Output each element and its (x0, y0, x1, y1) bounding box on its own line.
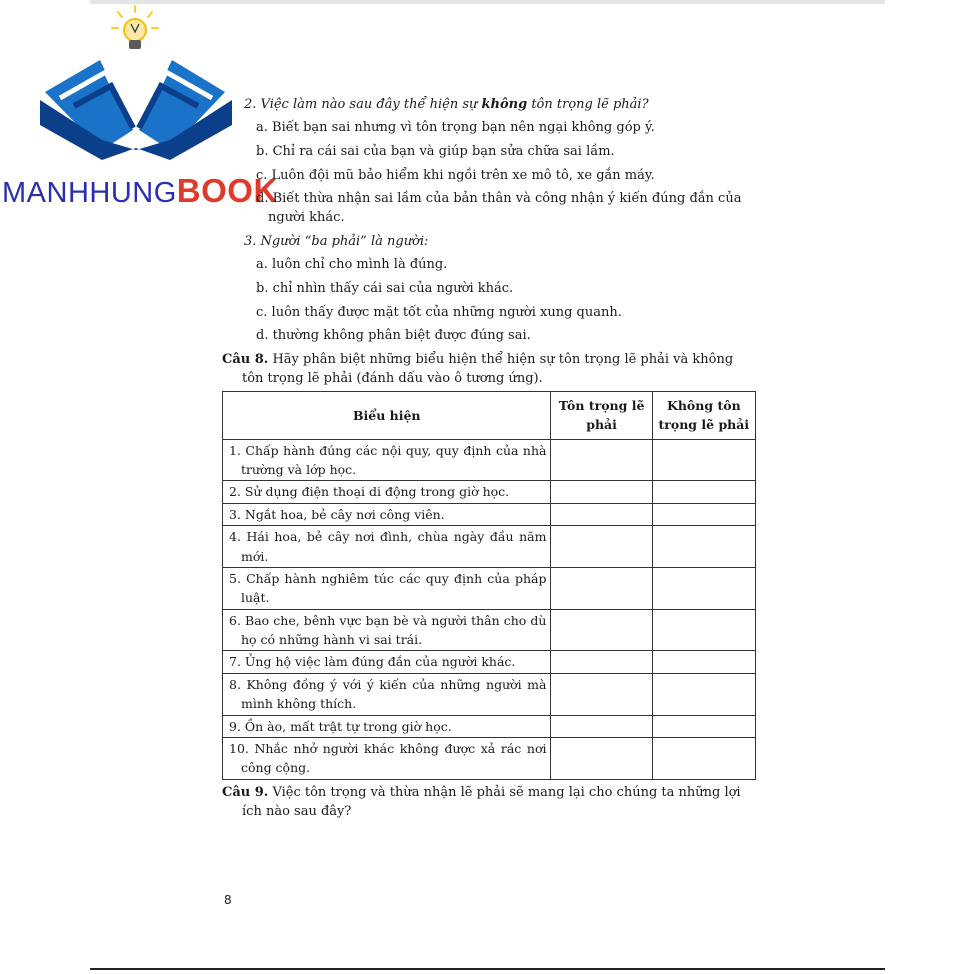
question-3-option-b: b. chỉ nhìn thấy cái sai của người khác. (256, 280, 514, 296)
check-cell-khong-ton-trong[interactable] (652, 567, 755, 609)
check-cell-khong-ton-trong[interactable] (652, 651, 755, 673)
header-khong-ton-trong: Không tôn trọng lẽ phải (652, 391, 755, 439)
table-row (223, 439, 756, 481)
row-text: 5. Chấp hành nghiêm túc các quy định của pháp luật. (229, 570, 547, 606)
check-cell-khong-ton-trong[interactable] (652, 673, 755, 715)
table-row (223, 526, 756, 568)
check-cell-khong-ton-trong[interactable] (652, 439, 755, 481)
row-text: 9. Ồn ào, mất trật tự trong giờ học. (229, 718, 452, 734)
watermark-text: MANHHUNGBOOK (2, 172, 278, 209)
check-cell-ton-trong[interactable] (551, 526, 652, 568)
table-row (223, 673, 756, 715)
page-number: 8 (224, 893, 232, 907)
question-2-option-c: c. Luôn đội mũ bảo hiểm khi ngồi trên xe mô tô, xe gắn máy. (256, 167, 655, 183)
question-3-option-a: a. luôn chỉ cho mình là đúng. (256, 256, 448, 272)
header-bieu-hien: Biểu hiện (223, 391, 551, 439)
row-text: 10. Nhắc nhở người khác không được xả rác nơi công cộng. (229, 740, 547, 776)
cau-9-prompt: Câu 9. Việc tôn trọng và thừa nhận lẽ phải sẽ mang lại cho chúng ta những lợi ích nào sau đây? (222, 784, 741, 819)
question-3-option-d: d. thường không phân biệt được đúng sai. (256, 328, 531, 344)
table-row (223, 737, 756, 779)
question-2-option-a: a. Biết bạn sai nhưng vì tôn trọng bạn nên ngại không góp ý. (256, 119, 655, 135)
check-cell-khong-ton-trong[interactable] (652, 715, 755, 737)
check-cell-khong-ton-trong[interactable] (652, 737, 755, 779)
check-cell-khong-ton-trong[interactable] (652, 481, 755, 503)
table-header-row (223, 391, 756, 439)
check-cell-ton-trong[interactable] (551, 609, 652, 651)
check-cell-ton-trong[interactable] (551, 715, 652, 737)
row-text: 6. Bao che, bênh vực bạn bè và người thân cho dù họ có những hành vi sai trái. (229, 612, 547, 648)
check-cell-ton-trong[interactable] (551, 439, 652, 481)
question-3-option-c: c. luôn thấy được mặt tốt của những người xung quanh. (256, 304, 622, 320)
row-text: 7. Ủng hộ việc làm đúng đắn của người khác. (229, 654, 516, 670)
check-cell-ton-trong[interactable] (551, 481, 652, 503)
bottom-border (90, 968, 885, 970)
question-2-option-d: d. Biết thừa nhận sai lầm của bản thân và công nhận ý kiến đúng đắn của người khác. (256, 191, 742, 226)
check-cell-ton-trong[interactable] (551, 567, 652, 609)
row-text: 4. Hái hoa, bẻ cây nơi đình, chùa ngày đầu năm mới. (229, 529, 547, 564)
row-text: 3. Ngắt hoa, bẻ cây nơi công viên. (229, 506, 445, 522)
check-cell-khong-ton-trong[interactable] (652, 526, 755, 568)
cau-8-prompt: Câu 8. Hãy phân biệt những biểu hiện thể hiện sự tôn trọng lẽ phải và không tôn trọng lẽ phải (đánh dấu vào ô tương ứng). (222, 352, 734, 387)
table-row (223, 715, 756, 737)
row-text: 2. Sử dụng điện thoại di động trong giờ học. (229, 484, 510, 500)
header-ton-trong: Tôn trọng lẽ phải (551, 391, 652, 439)
table-row (223, 567, 756, 609)
cau-8-table (222, 391, 756, 780)
check-cell-ton-trong[interactable] (551, 737, 652, 779)
lightbulb-icon (112, 6, 158, 49)
table-row (223, 609, 756, 651)
question-2-prompt: 2. Việc làm nào sau đây thể hiện sự không tôn trọng lẽ phải? (244, 97, 649, 112)
table-row (223, 503, 756, 525)
check-cell-khong-ton-trong[interactable] (652, 609, 755, 651)
check-cell-ton-trong[interactable] (551, 651, 652, 673)
document-page (222, 96, 756, 821)
question-3-prompt: 3. Người “ba phải” là người: (244, 234, 429, 250)
question-2-option-b: b. Chỉ ra cái sai của bạn và giúp bạn sửa chữa sai lầm. (256, 143, 615, 159)
check-cell-ton-trong[interactable] (551, 503, 652, 525)
row-text: 1. Chấp hành đúng các nội quy, quy định của nhà trường và lớp học. (229, 442, 547, 478)
table-row (223, 481, 756, 503)
table-row (223, 651, 756, 673)
row-text: 8. Không đồng ý với ý kiến của những người mà mình không thích. (229, 676, 547, 712)
check-cell-ton-trong[interactable] (551, 673, 652, 715)
check-cell-khong-ton-trong[interactable] (652, 503, 755, 525)
